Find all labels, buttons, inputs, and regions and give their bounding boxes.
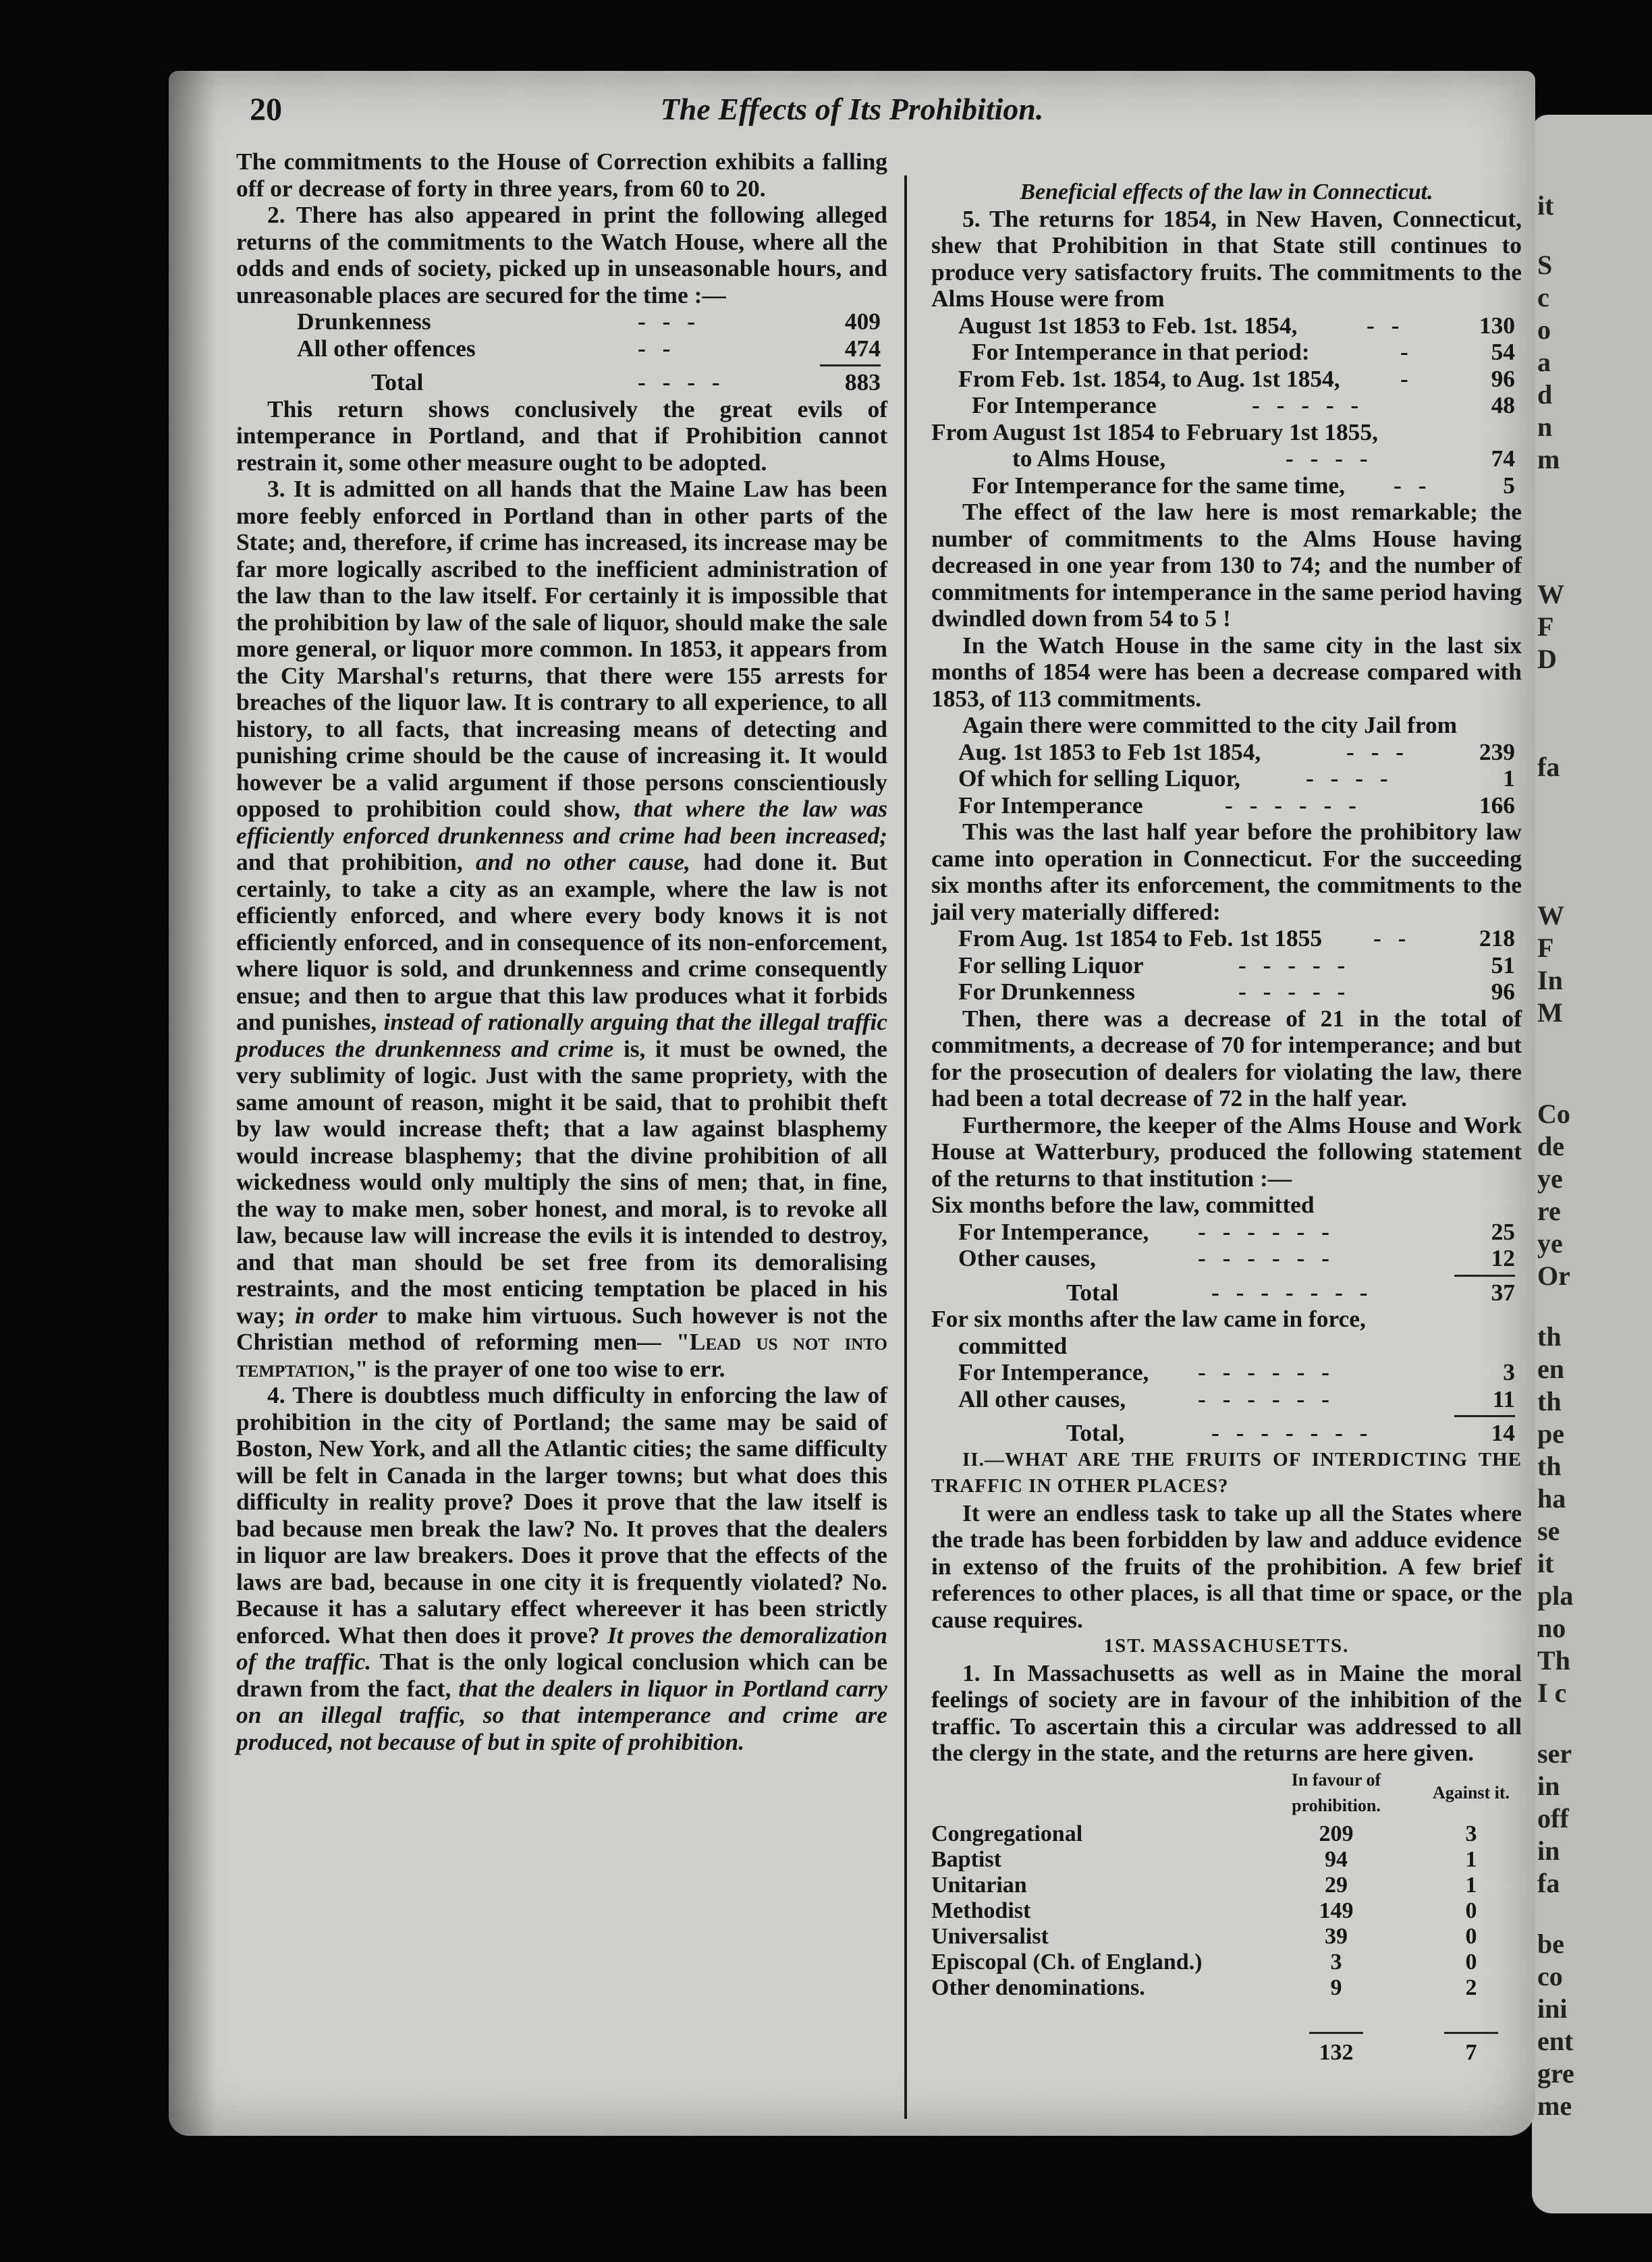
- margin-fragment: c: [1537, 282, 1549, 312]
- stat-group-heading: [931, 1333, 1522, 1360]
- margin-fragment: Or: [1537, 1261, 1570, 1291]
- column-header-denomination: [931, 1767, 1252, 1821]
- text-run: 3. It is admitted on all hands that the Maine Law has been more feebly enforced in Portland than in other parts of the State; and, therefore, if crime has increased, its increase may be far more logically ascribed to the inefficient administration of the law than to the law itself. For certainly it is impossible that the prohibition by law of the sale of liquor, should make the sale more general, or liquor more common. In 1853, it appears from the City Marshal's returns, that there were 155 arrests for breaches of the liquor law. It is contrary to all experience, to all history, to all facts, that increasing means of detecting and punishing crime should be the cause of increasing it. It would however be a valid argument if those persons conscientiously opposed to prohibition could show,: [236, 475, 887, 822]
- margin-fragment: D: [1537, 644, 1557, 674]
- favour-cell: 3: [1330, 1949, 1342, 1975]
- stat-value: 5: [1503, 471, 1515, 499]
- margin-fragment: se: [1537, 1516, 1560, 1546]
- clergy-returns-table: [931, 1767, 1522, 2066]
- margin-fragment: th: [1537, 1386, 1562, 1416]
- favour-cell: 94: [1325, 1846, 1348, 1872]
- paragraph: It were an endless task to take up all the States where the trade has been forbidden by law and adduce evidence in extenso of the fruits of the prohibition. A few brief references to other places, is all that time or space, or the cause requires.: [931, 1499, 1522, 1633]
- leader-dots: - - -: [638, 308, 701, 335]
- stat-label: Other causes,: [958, 1244, 1096, 1271]
- stat-row: [931, 366, 1522, 393]
- stat-total-value: 883: [844, 368, 881, 395]
- small-caps-run: "Lead us not into temptation,": [236, 1328, 887, 1382]
- stat-label: For Intemperance: [972, 391, 1157, 418]
- stat-row: [931, 392, 1522, 419]
- leader-dots: - -: [1394, 471, 1432, 499]
- left-column: [236, 148, 887, 1755]
- paragraph: Again there were committed to the city Jail from: [962, 711, 1458, 738]
- margin-fragment: n: [1537, 412, 1553, 442]
- leader-dots: -: [1400, 338, 1414, 365]
- stat-value: 409: [844, 308, 881, 335]
- leader-dots: - - - -: [1286, 445, 1373, 472]
- table-row: [931, 1873, 1522, 1898]
- denomination-cell: Universalist: [931, 1923, 1049, 1949]
- margin-fragment: m: [1537, 444, 1560, 474]
- margin-fragment: Th: [1537, 1645, 1570, 1676]
- stat-value: 11: [1492, 1385, 1515, 1412]
- favour-cell: 39: [1325, 1923, 1348, 1949]
- stat-label: For Intemperance for the same time,: [972, 471, 1345, 499]
- denomination-cell: Other denominations.: [931, 1975, 1145, 2000]
- stat-group-label: committed: [958, 1331, 1068, 1359]
- table-header-row: [931, 1767, 1522, 1821]
- leader-dots: - - - - -: [1252, 391, 1365, 418]
- margin-fragment: de: [1537, 1131, 1564, 1161]
- running-header: [169, 91, 1535, 145]
- margin-fragment: S: [1537, 250, 1553, 280]
- text-run: had done it. But certainly, to take a city as an example, where the law is not efficiently enforced, and where every body knows it is not efficiently enforced, and in consequence of its non-enforcement, where liquor is sold, and drunkenness and crime consequently ensue; and then to argue that this law produces what it forbids and punishes,: [236, 848, 887, 1035]
- table-row: [931, 1975, 1522, 2001]
- stat-label: August 1st 1853 to Feb. 1st. 1854,: [958, 311, 1298, 339]
- against-cell: 3: [1465, 1821, 1477, 1846]
- margin-fragment: pe: [1537, 1418, 1564, 1449]
- leader-dots: - -: [1367, 311, 1405, 339]
- margin-fragment: F: [1537, 933, 1554, 963]
- column-divider: [904, 175, 907, 2119]
- stat-value: 48: [1491, 391, 1515, 418]
- paragraph: Then, there was a decrease of 21 in the total of commitments, a decrease of 70 for intemperance; and but for the prosecution of dealers for violating the law, there had been a total decrease of 72 in the half year.: [931, 1004, 1522, 1111]
- favour-cell: 209: [1319, 1821, 1354, 1846]
- margin-fragment: ye: [1537, 1228, 1563, 1259]
- stat-label: Drunkenness: [297, 308, 431, 335]
- total-rule: [236, 362, 887, 369]
- margin-fragment: fa: [1537, 752, 1560, 782]
- subsection-heading: 1ST. MASSACHUSETTS.: [1103, 1635, 1350, 1657]
- stat-label: For Intemperance,: [958, 1358, 1149, 1385]
- paragraph: Furthermore, the keeper of the Alms House and Work House at Watterbury, produced the following statement of the returns to that institution :—: [931, 1111, 1522, 1192]
- stat-row: [931, 1359, 1522, 1386]
- stat-label: All other causes,: [958, 1385, 1126, 1412]
- paragraph: [236, 476, 887, 1382]
- leader-dots: - - - - - -: [1198, 1217, 1335, 1245]
- column-header-against: Against it.: [1432, 1782, 1510, 1802]
- column-header-favour: In favour of prohibition.: [1291, 1769, 1381, 1815]
- stat-value: 474: [844, 334, 881, 362]
- stat-label: For Drunkenness: [958, 978, 1135, 1005]
- leader-dots: - -: [1373, 925, 1412, 951]
- denomination-cell: Baptist: [931, 1846, 1001, 1872]
- leader-dots: - - -: [1346, 738, 1410, 765]
- paragraph: This return shows conclusively the great evils of intemperance in Portland, and that if Prohibition cannot restrain it, some other measure ought to be adopted.: [236, 395, 887, 476]
- margin-fragment: ini: [1537, 1993, 1568, 2024]
- leader-dots: - - - - - - -: [1211, 1278, 1373, 1306]
- margin-fragment: pla: [1537, 1580, 1574, 1611]
- leader-dots: - - - - - -: [1198, 1244, 1335, 1271]
- denomination-cell: Methodist: [931, 1898, 1031, 1923]
- stat-value: 166: [1479, 791, 1515, 819]
- margin-fragment: ser: [1537, 1738, 1572, 1769]
- margin-fragment: off: [1537, 1803, 1569, 1833]
- against-total-cell: [1421, 2001, 1522, 2066]
- stat-total-label: Total: [371, 368, 424, 395]
- right-column: [931, 179, 1522, 2066]
- section-subheading: Beneficial effects of the law in Connecticut.: [1020, 180, 1433, 204]
- stat-total-label: Total: [1066, 1278, 1119, 1306]
- margin-fragment: co: [1537, 1961, 1563, 1991]
- margin-fragment: I c: [1537, 1678, 1567, 1708]
- table-total-row: [931, 2001, 1522, 2066]
- against-cell: 0: [1465, 1898, 1477, 1923]
- leader-dots: - - - - - -: [1198, 1358, 1335, 1385]
- stat-row: [931, 978, 1522, 1005]
- stat-value: 12: [1491, 1244, 1515, 1271]
- margin-fragment: en: [1537, 1354, 1564, 1384]
- paragraph: 1. In Massachusetts as well as in Maine the moral feelings of society are in favour of the inhibition of the traffic. To ascertain this a circular was addressed to all the clergy in the state, and the returns are here given.: [931, 1659, 1522, 1766]
- denomination-cell: Unitarian: [931, 1872, 1027, 1898]
- margin-fragment: ent: [1537, 2026, 1574, 2056]
- paragraph: This was the last half year before the prohibitory law came into operation in Connecticut. For the succeeding six months after its enforcement, the commitments to the jail very materially differed:: [931, 818, 1522, 925]
- stat-total-row: [236, 369, 887, 396]
- stat-label: For Intemperance in that period:: [972, 338, 1310, 365]
- margin-fragment: me: [1537, 2091, 1572, 2121]
- stat-label: All other offences: [297, 334, 476, 362]
- margin-fragment: ye: [1537, 1163, 1563, 1194]
- margin-fragment: W: [1537, 579, 1564, 609]
- italic-run: instead of rationally arguing that the illegal traffic produces the drunkenness and crime: [236, 1008, 887, 1062]
- stat-label: Of which for selling Liquor,: [958, 765, 1240, 792]
- stat-row: [931, 472, 1522, 499]
- margin-fragment: M: [1537, 997, 1563, 1028]
- leader-dots: - - - -: [638, 368, 725, 395]
- table-row: [931, 1847, 1522, 1873]
- margin-fragment: d: [1537, 379, 1553, 410]
- against-cell: 0: [1465, 1923, 1477, 1949]
- margin-fragment: a: [1537, 347, 1551, 377]
- leader-dots: - - - - - -: [1198, 1385, 1335, 1412]
- italic-run: that where the law was efficiently enforced drunkenness and crime had been increased;: [236, 795, 887, 849]
- against-cell: 1: [1465, 1872, 1477, 1898]
- paragraph: In the Watch House in the same city in the last six months of 1854 were has been a decrease compared with 1853, of 113 commitments.: [931, 631, 1522, 712]
- stat-row: [236, 308, 887, 335]
- paragraph: 2. There has also appeared in print the following alleged returns of the commitments to the Watch House, where all the odds and ends of society, picked up in unseasonable hours, and unreasonable places are secured for the time :—: [236, 201, 887, 308]
- stat-value: 1: [1503, 765, 1515, 792]
- stat-row: [931, 952, 1522, 979]
- text-run: That is the only logical conclusion which can be drawn from the fact,: [236, 1648, 887, 1702]
- margin-fragment: F: [1537, 611, 1554, 642]
- stat-row: [931, 445, 1522, 472]
- book-page: [169, 71, 1535, 2136]
- stat-total-row: [931, 1420, 1522, 1447]
- leader-dots: - - - - - - -: [1211, 1419, 1373, 1446]
- paragraph: The effect of the law here is most remarkable; the number of commitments to the Alms House having decreased in one year from 130 to 74; and the number of commitments for intemperance in the same period having dwindled down from 54 to 5 !: [931, 498, 1522, 632]
- adjacent-page-fragment: [1532, 115, 1652, 2213]
- stat-group-heading: [931, 1192, 1522, 1219]
- stat-label: For selling Liquor: [958, 951, 1144, 978]
- margin-fragment: fa: [1537, 1868, 1560, 1898]
- stat-label: Aug. 1st 1853 to Feb 1st 1854,: [958, 738, 1261, 765]
- page-number: 20: [250, 92, 282, 128]
- against-cell: 2: [1465, 1975, 1477, 2000]
- margin-fragment: Co: [1537, 1099, 1570, 1129]
- stat-value: 51: [1491, 951, 1515, 978]
- margin-fragment: in: [1537, 1836, 1560, 1866]
- italic-run: that the dealers in liquor in Portland carry on an illegal traffic, so that intemperance and crime are produced, not because of but in spite of prohibition.: [236, 1674, 887, 1755]
- text-run: and that prohibition,: [236, 848, 463, 875]
- denomination-cell: Congregational: [931, 1821, 1083, 1846]
- paragraph: [236, 1382, 887, 1755]
- stat-value: 54: [1491, 338, 1515, 365]
- text-run: to make him virtuous. Such however is not the Christian method of reforming men—: [236, 1301, 887, 1355]
- stat-value: 3: [1503, 1358, 1515, 1385]
- stat-value: 239: [1479, 738, 1515, 765]
- favour-total-cell: [1252, 2001, 1421, 2066]
- margin-fragment: gre: [1537, 2058, 1574, 2089]
- stat-row: [931, 1245, 1522, 1272]
- table-row: [931, 1950, 1522, 1975]
- stat-label: From August 1st 1854 to February 1st 1855,: [931, 418, 1378, 445]
- stat-label: From Feb. 1st. 1854, to Aug. 1st 1854,: [958, 364, 1340, 392]
- stat-row: [931, 1386, 1522, 1413]
- margin-fragment: o: [1537, 314, 1551, 345]
- leader-dots: - - - - - -: [1225, 791, 1362, 819]
- table-row: [931, 1898, 1522, 1924]
- margin-fragment: no: [1537, 1613, 1566, 1643]
- table-row: [931, 1821, 1522, 1847]
- margin-fragment: W: [1537, 900, 1564, 931]
- favour-cell: 9: [1330, 1975, 1342, 2000]
- margin-fragment: ha: [1537, 1483, 1566, 1514]
- stat-row: [236, 335, 887, 362]
- italic-run: in order: [294, 1301, 378, 1329]
- stat-total-row: [931, 1279, 1522, 1306]
- running-title: The Effects of Its Prohibition.: [660, 92, 1044, 126]
- stat-row: [931, 312, 1522, 339]
- stat-row: [931, 739, 1522, 766]
- leader-dots: -: [1400, 364, 1414, 392]
- paragraph: 5. The returns for 1854, in New Haven, Connecticut, shew that Prohibition in that State still continues to produce very satisfactory fruits. The commitments to the Alms House were from: [931, 204, 1522, 312]
- stat-value: 25: [1491, 1217, 1515, 1245]
- against-cell: 1: [1465, 1846, 1477, 1872]
- stat-row: [931, 765, 1522, 792]
- stat-row: [931, 925, 1522, 952]
- margin-fragment: In: [1537, 965, 1563, 995]
- stat-total-value: 37: [1491, 1278, 1515, 1306]
- stat-value: 96: [1491, 978, 1515, 1005]
- margin-fragment: be: [1537, 1929, 1564, 1959]
- total-rule: [931, 1272, 1522, 1279]
- italic-run: It proves the demoralization of the traffic.: [236, 1621, 888, 1675]
- stat-group-label: For six months after the law came in force,: [931, 1305, 1366, 1332]
- denomination-cell: Episcopal (Ch. of England.): [931, 1949, 1203, 1975]
- against-cell: 0: [1465, 1949, 1477, 1975]
- paragraph: The commitments to the House of Correction exhibits a falling off or decrease of forty in three years, from 60 to 20.: [236, 148, 887, 202]
- stat-row: [931, 339, 1522, 366]
- stat-row: [931, 1219, 1522, 1246]
- stat-group-heading: [931, 1306, 1522, 1333]
- favour-cell: 149: [1319, 1898, 1354, 1923]
- stat-label: From Aug. 1st 1854 to Feb. 1st 1855: [958, 925, 1323, 951]
- stat-value: 130: [1479, 311, 1515, 339]
- text-run: 4. There is doubtless much difficulty in enforcing the law of prohibition in the city of Portland; the same may be said of Boston, New York, and all the Atlantic cities; the same difficulty will be felt in Canada in the larger towns; but what does this difficulty in reality prove? Does it prove that the law itself is bad because men break the law? No. It proves that the dealers in liquor are law breakers. Does it prove that the effects of the laws are bad, because in one city it is frequently violated? No. Because it has a salutary effect whereever it has been strictly enforced. What then does it prove?: [236, 1381, 887, 1649]
- section-heading: II.—WHAT ARE THE FRUITS OF INTERDICTING THE TRAFFIC IN OTHER PLACES?: [931, 1448, 1522, 1497]
- margin-fragment: th: [1537, 1451, 1562, 1481]
- leader-dots: - - - - -: [1238, 951, 1351, 978]
- stat-value: 74: [1491, 445, 1515, 472]
- margin-fragment: re: [1537, 1196, 1561, 1226]
- stat-value: 218: [1479, 925, 1515, 951]
- stat-value: 96: [1491, 364, 1515, 392]
- leader-dots: - - - -: [1306, 765, 1394, 792]
- margin-fragment: th: [1537, 1321, 1562, 1352]
- leader-dots: - - - - -: [1238, 978, 1351, 1005]
- text-run: is the prayer of one too wise to err.: [374, 1354, 725, 1382]
- total-rule: [1309, 2032, 1363, 2034]
- stat-label: For Intemperance: [958, 791, 1143, 819]
- margin-fragment: in: [1537, 1771, 1560, 1801]
- margin-fragment: it: [1537, 1548, 1554, 1578]
- stat-group-label: Six months before the law, committed: [931, 1191, 1315, 1218]
- leader-dots: - -: [638, 334, 676, 362]
- stat-row: [931, 792, 1522, 819]
- stat-row-label-line: [931, 419, 1522, 446]
- favour-cell: 29: [1325, 1872, 1348, 1898]
- italic-run: and no other cause,: [475, 848, 690, 875]
- margin-fragment: it: [1537, 190, 1554, 221]
- against-total-value: 7: [1465, 2039, 1477, 2065]
- total-label-cell: [931, 2001, 1252, 2066]
- table-row: [931, 1924, 1522, 1950]
- stat-total-value: 14: [1491, 1419, 1515, 1446]
- stat-label: to Alms House,: [1012, 445, 1166, 472]
- total-rule: [1444, 2032, 1498, 2034]
- text-run: is, it must be owned, the very sublimity of logic. Just with the same propriety, with the same amount of reason, might it be said, that to prohibit theft by law would increase theft; that a law against blasphemy would increase blasphemy; that the divine prohibition of all wickedness would only multiply the sins of men; that, in fine, the way to make men, sober honest, and moral, is to revoke all law, because law will increase the evils it is intended to destroy, and that man should be set free from its demoralising restraints, and the most enticing temptation be placed in his way;: [236, 1035, 887, 1329]
- stat-total-label: Total,: [1066, 1419, 1125, 1446]
- stat-label: For Intemperance,: [958, 1217, 1149, 1245]
- favour-total-value: 132: [1319, 2039, 1354, 2065]
